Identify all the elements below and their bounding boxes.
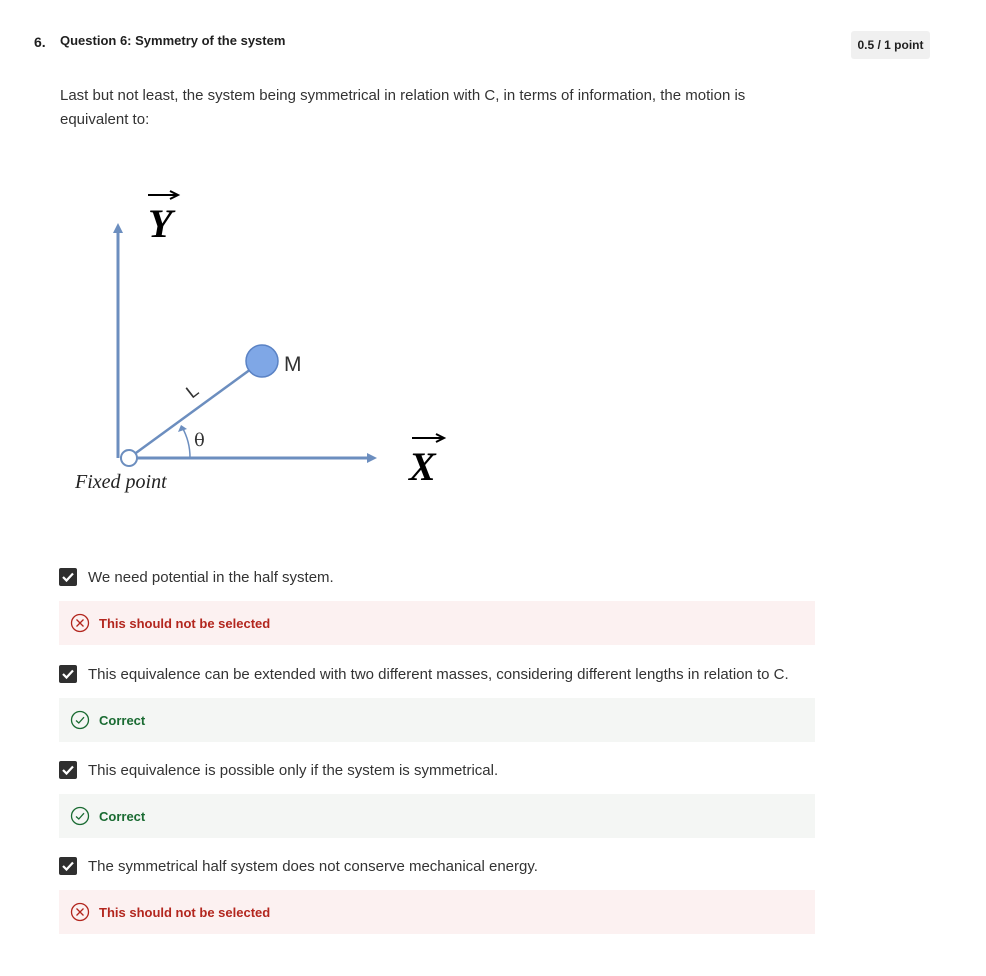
checkbox-checked[interactable] — [59, 665, 77, 683]
checkbox-checked[interactable] — [59, 568, 77, 586]
points-badge: 0.5 / 1 point — [851, 31, 930, 59]
feedback-correct — [59, 794, 815, 838]
option-label: We need potential in the half system. — [88, 568, 334, 586]
feedback-correct — [59, 698, 815, 742]
check-icon — [61, 763, 75, 777]
question-title: Question 6: Symmetry of the system — [60, 33, 286, 48]
feedback-text: Correct — [99, 712, 146, 728]
answer-option[interactable] — [59, 760, 498, 780]
x-axis-label: X — [409, 444, 436, 489]
question-prompt: Last but not least, the system being symmetrical in relation with C, in terms of information, the motion is equivalent to: — [60, 87, 746, 128]
answer-option[interactable] — [59, 567, 334, 587]
answer-option[interactable] — [59, 664, 789, 684]
checkbox-checked[interactable] — [59, 761, 77, 779]
y-axis-label: Y — [148, 201, 173, 246]
check-icon — [61, 570, 75, 584]
cross-circle-icon — [70, 613, 90, 633]
feedback-incorrect — [59, 890, 815, 934]
angle-label: θ — [194, 430, 205, 451]
question-number: 6. — [34, 34, 46, 50]
option-label: The symmetrical half system does not conserve mechanical energy. — [88, 857, 538, 875]
option-label: This equivalence can be extended with two different masses, considering different lengths in relation to C. — [88, 665, 789, 683]
checkbox-checked[interactable] — [59, 857, 77, 875]
length-label: L — [182, 380, 203, 403]
option-label: This equivalence is possible only if the system is symmetrical. — [88, 761, 499, 779]
mass-ball — [246, 345, 278, 377]
feedback-incorrect — [59, 601, 815, 645]
answer-option[interactable] — [59, 856, 538, 876]
pendulum-diagram — [60, 180, 460, 510]
angle-arc-arrowhead — [178, 425, 187, 432]
feedback-text: Correct — [99, 808, 146, 824]
fixed-point-label: Fixed point — [75, 471, 167, 493]
fixed-point-marker — [121, 450, 137, 466]
angle-arc — [182, 427, 190, 458]
check-circle-icon — [70, 710, 90, 730]
cross-circle-icon — [70, 902, 90, 922]
check-circle-icon — [70, 806, 90, 826]
feedback-text: This should not be selected — [99, 615, 271, 631]
feedback-text: This should not be selected — [99, 904, 271, 920]
check-icon — [61, 859, 75, 873]
mass-label: M — [284, 353, 302, 376]
check-icon — [61, 667, 75, 681]
